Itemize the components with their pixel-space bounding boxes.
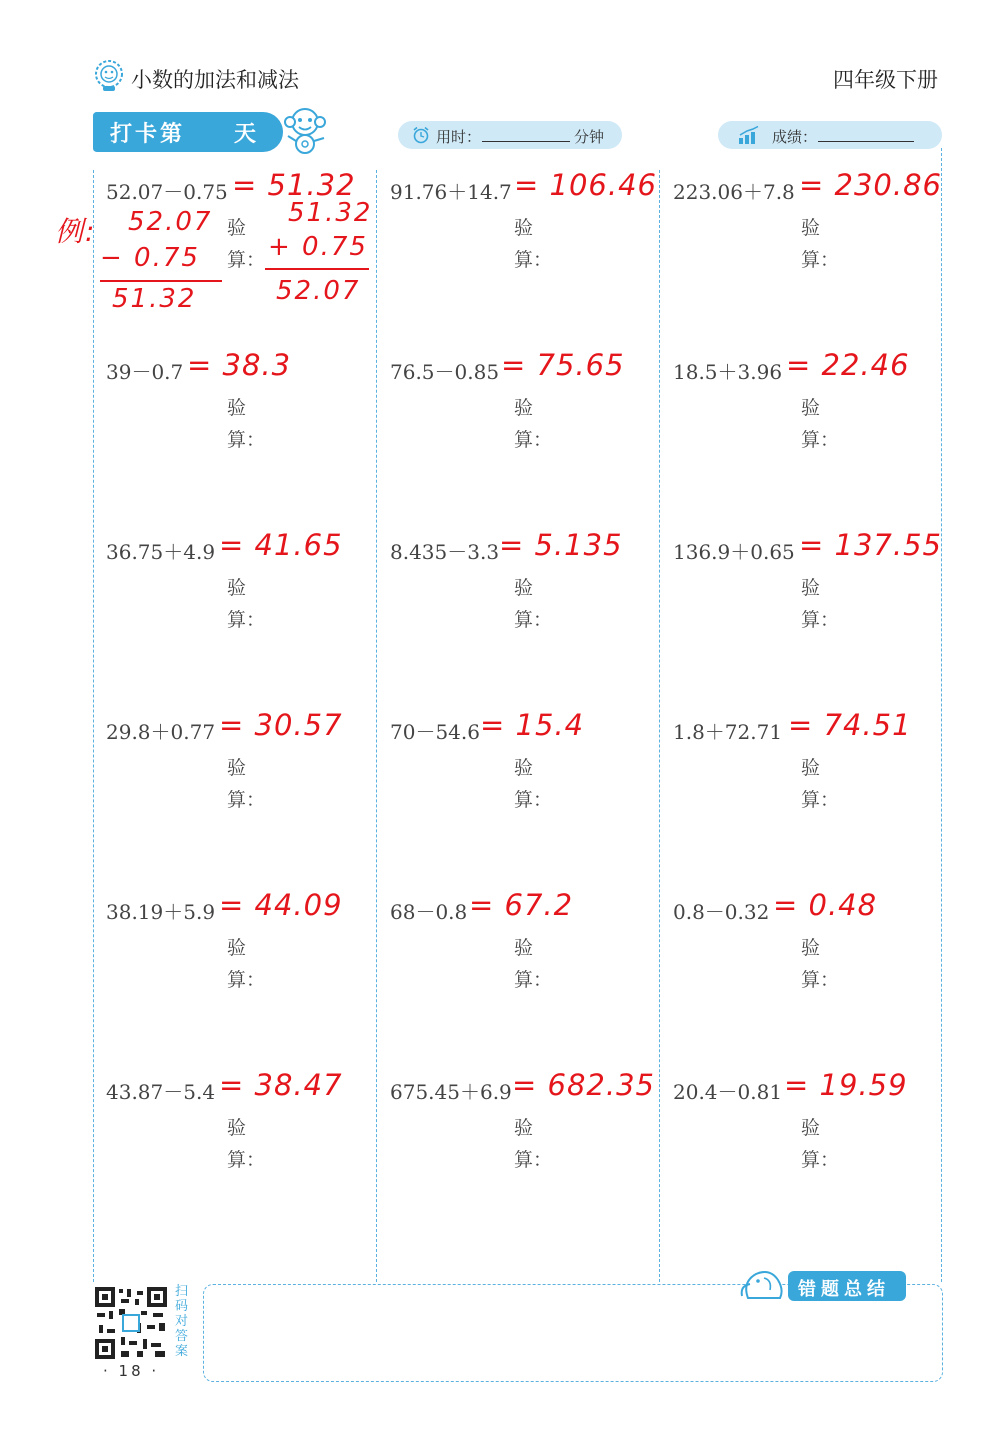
example-check-line1: 51.32	[288, 198, 373, 228]
alarm-clock-icon	[412, 126, 430, 144]
grid-divider-1	[376, 170, 377, 1282]
lion-logo-icon	[92, 58, 126, 92]
example-check-result: 52.07	[276, 276, 361, 306]
verify-colon-label: 算：	[801, 789, 840, 811]
verify-colon-label: 算：	[801, 429, 840, 451]
verify-label: 验	[227, 397, 247, 419]
verify-label: 验	[514, 217, 534, 239]
problem-expression: 136.9＋0.65	[673, 540, 795, 564]
verify-colon-label: 算：	[514, 249, 553, 271]
problem-expression: 8.435－3.3	[390, 540, 500, 564]
handwritten-answer: = 106.46	[514, 168, 657, 202]
problem-expression: 36.75＋4.9	[106, 540, 216, 564]
problem-expression: 52.07－0.75	[106, 180, 228, 204]
handwritten-answer: = 44.09	[219, 888, 343, 922]
verify-label: 验	[514, 757, 534, 779]
verify-colon-label: 算：	[514, 609, 553, 631]
verify-label: 验	[801, 577, 821, 599]
handwritten-answer: = 75.65	[501, 348, 625, 382]
example-work-line1: 52.07	[128, 207, 213, 237]
time-unit: 分钟	[574, 128, 605, 146]
verify-label: 验	[514, 1117, 534, 1139]
verify-colon-label: 算：	[227, 249, 266, 271]
verify-colon-label: 算：	[227, 1149, 266, 1171]
time-blank	[482, 141, 570, 142]
problem-expression: 18.5＋3.96	[673, 360, 783, 384]
verify-colon-label: 算：	[801, 969, 840, 991]
verify-colon-label: 算：	[227, 789, 266, 811]
verify-colon-label: 算：	[801, 609, 840, 631]
handwritten-answer: = 67.2	[469, 888, 574, 922]
verify-label: 验	[514, 937, 534, 959]
verify-colon-label: 算：	[801, 1149, 840, 1171]
problem-expression: 1.8＋72.71	[673, 720, 783, 744]
handwritten-answer: = 19.59	[784, 1068, 908, 1102]
qr-code-icon[interactable]	[93, 1285, 169, 1361]
time-label: 用时：	[436, 128, 482, 146]
problem-expression: 91.76＋14.7	[390, 180, 512, 204]
problem-expression: 39－0.7	[106, 360, 184, 384]
handwritten-answer: = 30.57	[219, 708, 343, 742]
handwritten-answer: = 15.4	[480, 708, 585, 742]
verify-label: 验	[801, 397, 821, 419]
handwritten-answer: = 0.48	[773, 888, 878, 922]
handwritten-answer: = 38.3	[187, 348, 292, 382]
verify-label: 验	[227, 217, 247, 239]
monkey-mascot-icon	[280, 104, 330, 156]
score-field[interactable]	[718, 121, 942, 149]
grid-divider-2	[659, 170, 660, 1282]
problem-expression: 675.45＋6.9	[390, 1080, 512, 1104]
rising-chart-icon	[738, 126, 760, 144]
handwritten-answer: = 682.35	[512, 1068, 655, 1102]
unit-title: 小数的加法和减法	[131, 68, 299, 92]
score-label: 成绩：	[772, 128, 818, 146]
checkin-day-unit: 天	[234, 122, 257, 147]
checkin-label: 打卡第	[110, 122, 186, 147]
grade-label: 四年级下册	[833, 68, 938, 92]
handwritten-answer: = 74.51	[788, 708, 912, 742]
handwritten-answer: = 137.55	[799, 528, 942, 562]
verify-colon-label: 算：	[514, 1149, 553, 1171]
problem-expression: 43.87－5.4	[106, 1080, 216, 1104]
elephant-icon	[738, 1264, 790, 1304]
problem-expression: 20.4－0.81	[673, 1080, 783, 1104]
example-marker: 例:	[55, 215, 97, 248]
verify-label: 验	[227, 757, 247, 779]
time-field[interactable]	[398, 121, 622, 149]
handwritten-answer: = 41.65	[219, 528, 343, 562]
example-work-rule	[100, 280, 222, 282]
example-check-rule	[265, 268, 369, 270]
problem-expression: 0.8－0.32	[673, 900, 770, 924]
problem-expression: 38.19＋5.9	[106, 900, 216, 924]
example-check-line2: + 0.75	[268, 232, 368, 262]
verify-colon-label: 算：	[514, 429, 553, 451]
verify-colon-label: 算：	[514, 789, 553, 811]
handwritten-answer: = 38.47	[219, 1068, 343, 1102]
verify-label: 验	[801, 757, 821, 779]
handwritten-answer: = 230.86	[799, 168, 942, 202]
verify-colon-label: 算：	[227, 969, 266, 991]
verify-label: 验	[227, 1117, 247, 1139]
verify-label: 验	[227, 577, 247, 599]
page-number: · 18 ·	[103, 1362, 160, 1380]
verify-colon-label: 算：	[227, 429, 266, 451]
verify-label: 验	[801, 217, 821, 239]
verify-colon-label: 算：	[801, 249, 840, 271]
verify-colon-label: 算：	[227, 609, 266, 631]
verify-label: 验	[514, 397, 534, 419]
problem-expression: 76.5－0.85	[390, 360, 500, 384]
problem-expression: 70－54.6	[390, 720, 480, 744]
verify-label: 验	[514, 577, 534, 599]
scan-for-answers-label: 扫码对答案	[175, 1284, 189, 1359]
verify-label: 验	[801, 937, 821, 959]
example-work-line2: − 0.75	[100, 243, 200, 273]
problem-expression: 223.06＋7.8	[673, 180, 795, 204]
problem-expression: 68－0.8	[390, 900, 468, 924]
example-work-result: 51.32	[112, 284, 197, 314]
handwritten-answer: = 51.32	[232, 168, 356, 202]
grid-border-left	[93, 170, 94, 1282]
mistake-summary-label: 错题总结	[798, 1279, 890, 1300]
verify-label: 验	[801, 1117, 821, 1139]
verify-label: 验	[227, 937, 247, 959]
handwritten-answer: = 22.46	[786, 348, 910, 382]
problem-expression: 29.8＋0.77	[106, 720, 216, 744]
verify-colon-label: 算：	[514, 969, 553, 991]
score-blank	[818, 141, 914, 142]
handwritten-answer: = 5.135	[499, 528, 623, 562]
grid-border-right	[941, 148, 942, 1282]
